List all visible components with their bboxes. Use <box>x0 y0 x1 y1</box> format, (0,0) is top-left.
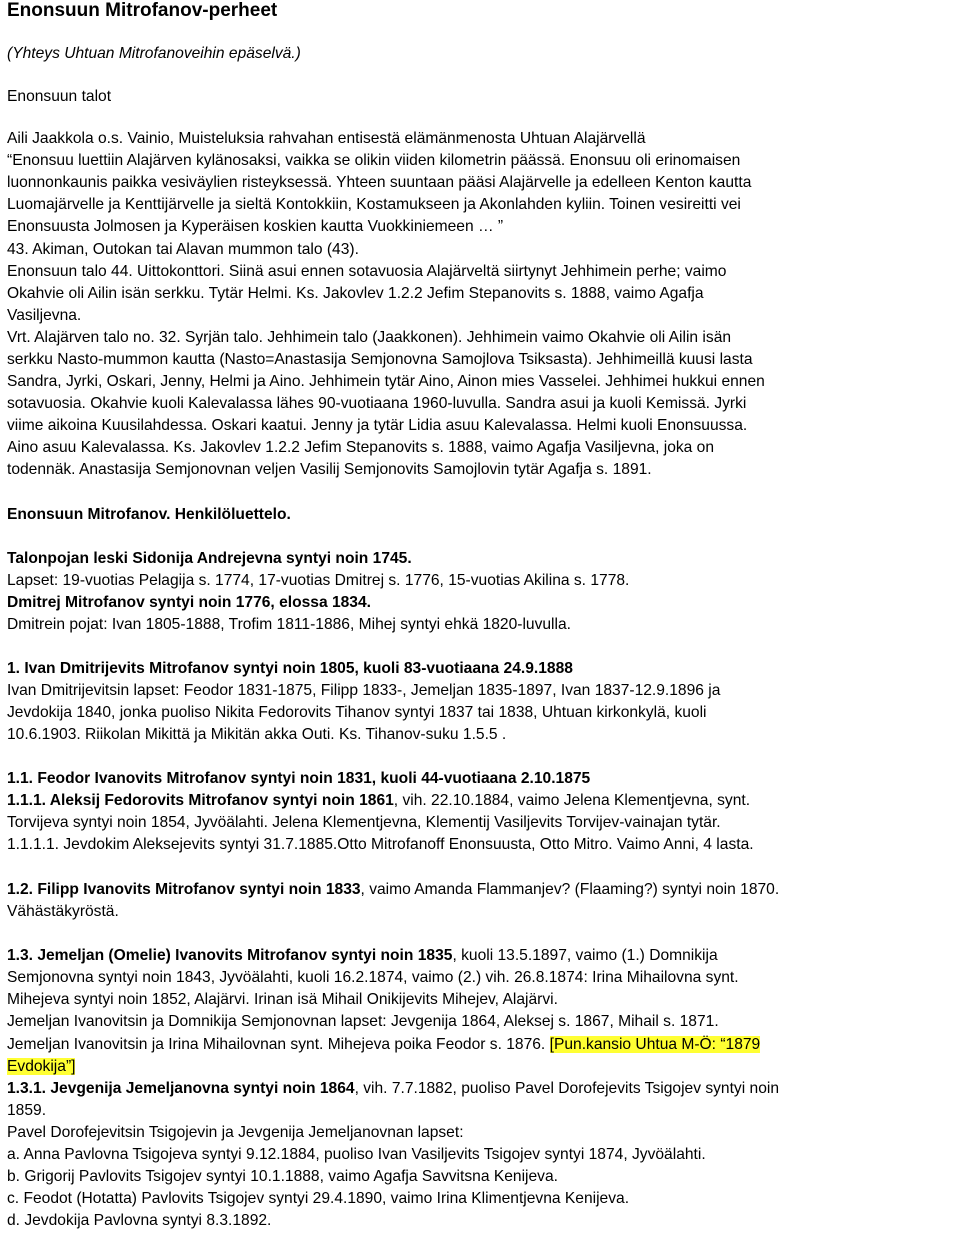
text-line: Enonsuusta Jolmosen ja Kyperäisen koskien kautta Vuokkiniemeen … ” <box>7 218 504 235</box>
highlight-line <box>7 1056 75 1078</box>
text-line: “Enonsuu luettiin Alajärven kylänosaksi, vaikka se olikin viiden kilometrin päässä. Enonsuu oli erinomaisen <box>7 152 741 169</box>
highlighted-note-cont: Evdokija”] <box>7 1058 76 1075</box>
highlighted-note: [Pun.kansio Uhtua M-Ö: “1879 <box>549 1036 761 1053</box>
ivan-heading: 1. Ivan Dmitrijevits Mitrofanov syntyi noin 1805, kuoli 83-vuotiaana 24.9.1888 <box>7 660 573 677</box>
irina-line <box>7 1034 760 1056</box>
irina-text: Jemeljan Ivanovitsin ja Irina Mihailovnan synt. Mihejeva poika Feodor s. 1876. <box>7 1036 550 1053</box>
jemeljan-line <box>7 945 718 967</box>
text-line: Jevdokija 1840, jonka puoliso Nikita Fedorovits Tihanov syntyi 1837 tai 1838, Uhtuan kirkonkylä, kuoli <box>7 704 707 721</box>
text-line: Vähästäkyröstä. <box>7 903 119 920</box>
text-line: Semjonovna syntyi noin 1843, Jyvöälahti, kuoli 16.2.1874, vaimo (2.) vih. 26.8.1874: Irina Mihailovna synt. <box>7 969 739 986</box>
jemeljan-heading: 1.3. Jemeljan (Omelie) Ivanovits Mitrofanov syntyi noin 1835 <box>7 947 453 964</box>
filipp-heading: 1.2. Filipp Ivanovits Mitrofanov syntyi noin 1833 <box>7 881 361 898</box>
text-line: Okahvie oli Ailin isän serkku. Tytär Helmi. Ks. Jakovlev 1.2.2 Jefim Stepanovits s. 1888, vaimo Agafja <box>7 285 704 302</box>
text-line: Torvijeva syntyi noin 1854, Jyvöälahti. Jelena Klementjevna, Klementij Vasiljevits Torvijev-vainajan tytär. <box>7 814 721 831</box>
text-line: Mihejeva syntyi noin 1852, Alajärvi. Irinan isä Mihail Onikijevits Mihejev, Alajärvi. <box>7 991 558 1008</box>
text-line: 1859. <box>7 1102 47 1119</box>
feodor-heading: 1.1. Feodor Ivanovits Mitrofanov syntyi noin 1831, kuoli 44-vuotiaana 2.10.1875 <box>7 770 591 787</box>
text-line: viime aikoina Kuusilahdessa. Oskari kaatui. Jenny ja tytär Lidia asuu Kalevalassa. Helmi kuoli Enonsuussa. <box>7 417 748 434</box>
text-line: serkku Nasto-mummon kautta (Nasto=Anastasija Semjonovna Samojlova Tsiksasta). Jehhimeillä kuusi lasta <box>7 351 753 368</box>
sidonija-heading: Talonpojan leski Sidonija Andrejevna syntyi noin 1745. <box>7 550 412 567</box>
text-line: Vasiljevna. <box>7 307 82 324</box>
text-line: luonnonkaunis paikka vesiväylien risteyksessä. Yhteen suuntaan pääsi Alajärvelle ja edelleen Kenton kautta <box>7 174 752 191</box>
text-line: 10.6.1903. Riikolan Mikittä ja Mikitän akka Outi. Ks. Tihanov-suku 1.5.5 . <box>7 726 507 743</box>
filipp-text: , vaimo Amanda Flammanjev? (Flaaming?) syntyi noin 1870. <box>360 881 780 898</box>
text-line: Sandra, Jyrki, Oskari, Jenny, Helmi ja Aino. Jehhimein tytär Aino, Ainon mies Vasselei. Jehhimei hukkui ennen <box>7 373 765 390</box>
jemeljan-text: , kuoli 13.5.1897, vaimo (1.) Domnikija <box>452 947 718 964</box>
text-line: todennäk. Anastasija Semjonovnan veljen Vasilij Semjonovits Samojlovin tytär Agafja s. 1891. <box>7 461 652 478</box>
child-item: d. Jevdokija Pavlovna syntyi 8.3.1892. <box>7 1212 272 1229</box>
child-item: a. Anna Pavlovna Tsigojeva syntyi 9.12.1884, puoliso Ivan Vasiljevits Tsigojev syntyi 1874, Jyvöälahti. <box>7 1146 706 1163</box>
filipp-line <box>7 879 779 901</box>
text-line: Aili Jaakkola o.s. Vainio, Muisteluksia rahvahan entisestä elämänmenosta Uhtuan Alajärvellä <box>7 130 646 147</box>
child-item: b. Grigorij Pavlovits Tsigojev syntyi 10.1.1888, vaimo Agafja Savvitsna Kenijeva. <box>7 1168 558 1185</box>
subtitle: (Yhteys Uhtuan Mitrofanoveihin epäselvä.) <box>7 45 301 62</box>
text-line: 1.1.1.1. Jevdokim Aleksejevits syntyi 31.7.1885.Otto Mitrofanoff Enonsuusta, Otto Mitro. Vaimo Anni, 4 lasta. <box>7 836 754 853</box>
text-line: Pavel Dorofejevitsin Tsigojevin ja Jevgenija Jemeljanovnan lapset: <box>7 1124 464 1141</box>
child-item: c. Feodot (Hotatta) Pavlovits Tsigojev syntyi 29.4.1890, vaimo Irina Klimentjevna Kenijeva. <box>7 1190 630 1207</box>
jevgenija-line <box>7 1078 779 1100</box>
text-line: Aino asuu Kalevalassa. Ks. Jakovlev 1.2.2 Jefim Stepanovits s. 1888, vaimo Agafja Vasiljevna, joka on <box>7 439 715 456</box>
text-line: Luomajärvelle ja Kenttijärvelle ja sieltä Kontokkiin, Kostamukseen ja Akonlahden kyliin. Toinen vesireitti vei <box>7 196 741 213</box>
jevgenija-text: , vih. 7.7.1882, puoliso Pavel Dorofejevits Tsigojev syntyi noin <box>354 1080 780 1097</box>
text-line: Enonsuun talo 44. Uittokonttori. Siinä asui ennen sotavuosia Alajärveltä siirtynyt Jehhimein perhe; vaimo <box>7 263 727 280</box>
jevgenija-heading: 1.3.1. Jevgenija Jemeljanovna syntyi noin 1864 <box>7 1080 355 1097</box>
text-line: 43. Akiman, Outokan tai Alavan mummon talo (43). <box>7 241 359 258</box>
text-line: Lapset: 19-vuotias Pelagija s. 1774, 17-vuotias Dmitrej s. 1776, 15-vuotias Akilina s. 1778. <box>7 572 630 589</box>
text-line: Jemeljan Ivanovitsin ja Domnikija Semjonovnan lapset: Jevgenija 1864, Aleksej s. 1867, Mihail s. 1871. <box>7 1013 719 1030</box>
section-heading: Enonsuun talot <box>7 88 112 105</box>
aleksij-line <box>7 790 750 812</box>
text-line: Dmitrein pojat: Ivan 1805-1888, Trofim 1811-1886, Mihej syntyi ehkä 1820-luvulla. <box>7 616 571 633</box>
page-title: Enonsuun Mitrofanov-perheet <box>7 0 278 21</box>
list-heading: Enonsuun Mitrofanov. Henkilöluettelo. <box>7 506 291 523</box>
text-line: sotavuosia. Okahvie kuoli Kalevalassa lähes 90-vuotiaana 1960-luvulla. Sandra asui ja kuoli Kemissä. Jyrki <box>7 395 747 412</box>
aleksij-text: , vih. 22.10.1884, vaimo Jelena Klementjevna, synt. <box>393 792 751 809</box>
text-line: Ivan Dmitrijevitsin lapset: Feodor 1831-1875, Filipp 1833-, Jemeljan 1835-1897, Ivan 1837-12.9.1896 ja <box>7 682 721 699</box>
aleksij-heading: 1.1.1. Aleksij Fedorovits Mitrofanov syntyi noin 1861 <box>7 792 394 809</box>
dmitrej-heading: Dmitrej Mitrofanov syntyi noin 1776, elossa 1834. <box>7 594 371 611</box>
text-line: Vrt. Alajärven talo no. 32. Syrjän talo. Jehhimein talo (Jaakkonen). Jehhimein vaimo Okahvie oli Ailin isän <box>7 329 732 346</box>
